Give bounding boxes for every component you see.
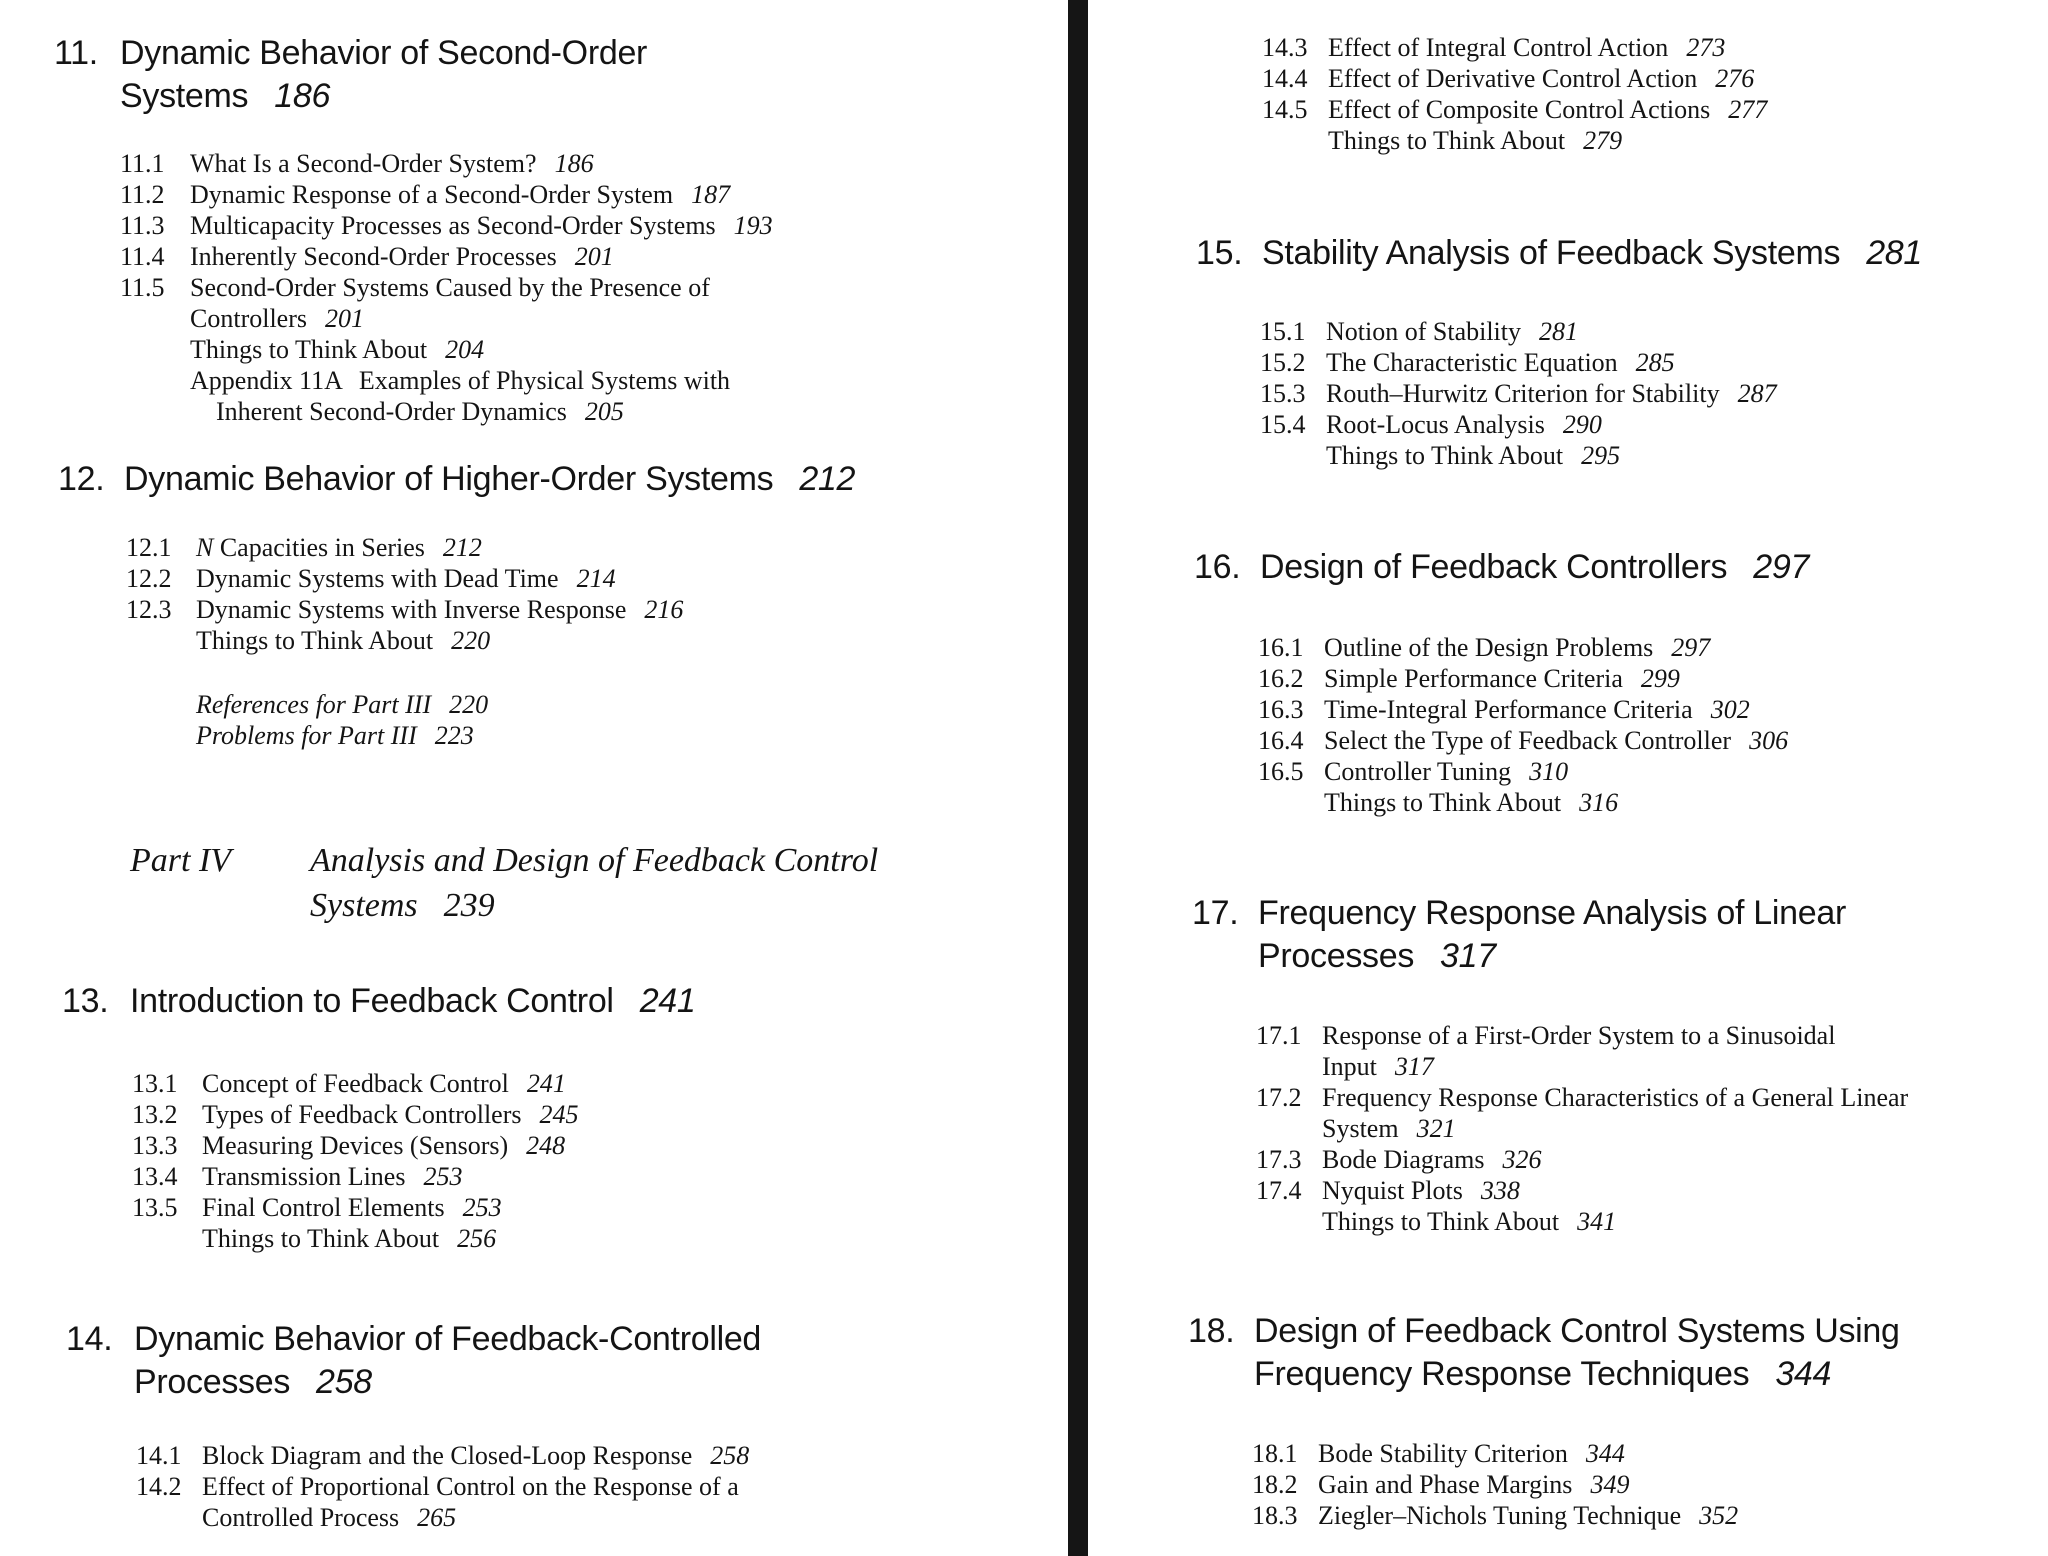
section-title: Select the Type of Feedback Controller — [1324, 726, 1732, 755]
section-number: 11.5 — [120, 273, 165, 302]
section-title: Simple Performance Criteria — [1324, 664, 1623, 693]
chapter-title: Dynamic Behavior of Feedback-Controlled — [134, 1320, 762, 1358]
section-number: 16.3 — [1258, 695, 1304, 724]
section-number: 11.3 — [120, 211, 165, 240]
section-page: 201 — [325, 304, 364, 333]
entry-title: Problems for Part III — [196, 721, 417, 750]
section-title: Bode Diagrams — [1322, 1145, 1485, 1174]
section-number: 15.4 — [1260, 410, 1306, 439]
section-page: 253 — [462, 1193, 502, 1222]
entry-title: Things to Think About — [190, 335, 428, 364]
section-page: 276 — [1715, 64, 1755, 93]
section-title: Types of Feedback Controllers — [202, 1100, 522, 1129]
section-title: Outline of the Design Problems — [1324, 633, 1654, 662]
section-page: 248 — [526, 1131, 566, 1160]
section-page: 302 — [1710, 695, 1750, 724]
entry-page: 220 — [451, 626, 491, 655]
section-title: Effect of Integral Control Action — [1328, 33, 1669, 62]
part-page: 239 — [443, 887, 495, 924]
chapter-page: 297 — [1753, 548, 1810, 586]
chapter-number: 15. — [1196, 234, 1243, 272]
section-number: 12.1 — [126, 533, 172, 562]
section-page: 265 — [417, 1503, 457, 1532]
section-title: Response of a First-Order System to a Sinusoidal — [1322, 1021, 1836, 1050]
chapter-title-cont: Processes — [134, 1363, 291, 1401]
section-title: Transmission Lines — [202, 1162, 406, 1191]
appendix-label: Appendix 11A — [190, 366, 343, 395]
chapter-page: 281 — [1866, 234, 1923, 272]
toc-entry-things-to-think-about — [190, 334, 484, 365]
section-page: 317 — [1394, 1052, 1434, 1081]
section-number: 16.5 — [1258, 757, 1304, 786]
section-number: 11.4 — [120, 242, 165, 271]
chapter-title-cont: Frequency Response Techniques — [1254, 1355, 1750, 1393]
section-number: 17.3 — [1256, 1145, 1302, 1174]
toc-entry-problems — [196, 720, 474, 751]
section-title-cont: System — [1322, 1114, 1399, 1143]
section-title: Nyquist Plots — [1322, 1176, 1463, 1205]
section-page: 277 — [1728, 95, 1768, 124]
section-number: 13.1 — [132, 1069, 178, 1098]
section-title-italic: N — [196, 533, 214, 562]
section-number: 18.2 — [1252, 1470, 1298, 1499]
section-number: 17.2 — [1256, 1083, 1302, 1112]
section-title: Second-Order Systems Caused by the Presence of — [190, 273, 710, 302]
entry-page: 256 — [457, 1224, 497, 1253]
section-page: 297 — [1671, 633, 1711, 662]
section-number: 11.2 — [120, 180, 165, 209]
entry-title: References for Part III — [196, 690, 432, 719]
section-page: 186 — [554, 149, 594, 178]
entry-page: 279 — [1583, 126, 1623, 155]
section-number: 13.4 — [132, 1162, 178, 1191]
section-title: Dynamic Systems with Dead Time — [196, 564, 559, 593]
chapter-page: 186 — [274, 77, 331, 115]
chapter-page: 212 — [799, 460, 856, 498]
section-page: 201 — [574, 242, 614, 271]
section-title: Final Control Elements — [202, 1193, 445, 1222]
section-number: 13.5 — [132, 1193, 178, 1222]
chapter-number: 11. — [54, 34, 98, 72]
entry-title: Things to Think About — [1324, 788, 1562, 817]
chapter-title-line2 — [120, 75, 330, 118]
section-number: 14.4 — [1262, 64, 1308, 93]
part-iv-heading — [130, 838, 879, 924]
toc-entry-appendix-cont — [216, 396, 624, 427]
right-page — [1088, 0, 2048, 1556]
entry-page: 223 — [434, 721, 474, 750]
section-page: 245 — [539, 1100, 579, 1129]
chapter-page: 258 — [316, 1363, 372, 1401]
section-page: 281 — [1539, 317, 1578, 346]
section-title: Effect of Composite Control Actions — [1328, 95, 1711, 124]
section-number: 17.4 — [1256, 1176, 1302, 1205]
entry-title: Things to Think About — [1322, 1207, 1560, 1236]
chapter-number: 12. — [58, 460, 105, 498]
section-title: Measuring Devices (Sensors) — [202, 1131, 509, 1160]
chapter-number: 13. — [62, 982, 109, 1020]
section-number: 12.2 — [126, 564, 172, 593]
appendix-title-cont: Inherent Second-Order Dynamics — [216, 397, 567, 426]
entry-title: Things to Think About — [196, 626, 434, 655]
section-page: 338 — [1480, 1176, 1520, 1205]
section-title: Inherently Second-Order Processes — [190, 242, 557, 271]
toc-entry-things-to-think-about — [1326, 440, 1620, 471]
section-title: Bode Stability Criterion — [1318, 1439, 1568, 1468]
section-title: Frequency Response Characteristics of a General Linear — [1322, 1083, 1909, 1112]
section-page: 306 — [1749, 726, 1789, 755]
section-title: Notion of Stability — [1326, 317, 1521, 346]
toc-entry-appendix — [190, 365, 730, 396]
section-page: 326 — [1502, 1145, 1542, 1174]
entry-title: Things to Think About — [1326, 441, 1564, 470]
chapter-title: Design of Feedback Controllers — [1260, 548, 1728, 586]
section-title: Routh–Hurwitz Criterion for Stability — [1326, 379, 1720, 408]
section-title: Effect of Derivative Control Action — [1328, 64, 1698, 93]
chapter-title-cont: Processes — [1258, 937, 1415, 975]
section-number: 14.1 — [136, 1441, 182, 1470]
section-title: Capacities in Series — [213, 533, 425, 562]
section-page: 299 — [1640, 664, 1680, 693]
appendix-title: Examples of Physical Systems with — [358, 366, 731, 395]
section-page: 285 — [1635, 348, 1675, 377]
section-page: 287 — [1737, 379, 1777, 408]
section-number: 15.2 — [1260, 348, 1306, 377]
section-page: 321 — [1416, 1114, 1456, 1143]
section-page: 258 — [710, 1441, 750, 1470]
part-title: Analysis and Design of Feedback Control — [310, 842, 879, 879]
section-title: Block Diagram and the Closed-Loop Response — [202, 1441, 693, 1470]
entry-page: 316 — [1579, 788, 1619, 817]
entry-page: 295 — [1581, 441, 1621, 470]
section-title: What Is a Second-Order System? — [190, 149, 537, 178]
toc-entry-things-to-think-about — [1324, 787, 1618, 818]
part-label: Part IV — [130, 842, 232, 879]
section-number: 15.3 — [1260, 379, 1306, 408]
appendix-page: 205 — [584, 397, 624, 426]
section-page: 212 — [442, 533, 482, 562]
section-page: 352 — [1699, 1501, 1739, 1530]
section-title: Controller Tuning — [1324, 757, 1512, 786]
section-title-cont: Controlled Process — [202, 1503, 400, 1532]
entry-title: Things to Think About — [1328, 126, 1566, 155]
chapter-number: 14. — [66, 1320, 113, 1358]
section-title: Dynamic Systems with Inverse Response — [196, 595, 627, 624]
section-page: 214 — [576, 564, 616, 593]
section-number: 18.3 — [1252, 1501, 1298, 1530]
entry-page: 204 — [445, 335, 485, 364]
section-title: Dynamic Response of a Second-Order System — [190, 180, 674, 209]
section-number: 13.3 — [132, 1131, 178, 1160]
chapter-title: Dynamic Behavior of Second-Order — [120, 34, 648, 72]
chapter-title: Introduction to Feedback Control — [130, 982, 614, 1020]
section-page: 310 — [1529, 757, 1569, 786]
chapter-page: 317 — [1440, 937, 1496, 975]
toc-entry-things-to-think-about — [1322, 1206, 1616, 1237]
book-gutter — [1068, 0, 1088, 1556]
toc-entry-things-to-think-about — [196, 625, 490, 656]
chapter-title-cont: Systems — [120, 77, 249, 115]
section-page: 349 — [1590, 1470, 1630, 1499]
section-page: 216 — [644, 595, 684, 624]
section-title: Ziegler–Nichols Tuning Technique — [1318, 1501, 1682, 1530]
section-title: Multicapacity Processes as Second-Order Systems — [190, 211, 716, 240]
section-number: 13.2 — [132, 1100, 178, 1129]
section-title: Gain and Phase Margins — [1318, 1470, 1573, 1499]
section-title: Concept of Feedback Control — [202, 1069, 509, 1098]
section-page: 344 — [1585, 1439, 1625, 1468]
chapter-number: 16. — [1194, 548, 1241, 586]
toc-entry-references — [196, 689, 488, 720]
section-page: 193 — [733, 211, 773, 240]
chapter-page: 344 — [1775, 1355, 1832, 1393]
part-title-cont: Systems — [310, 887, 418, 924]
section-title: Time-Integral Performance Criteria — [1324, 695, 1693, 724]
chapter-title: Stability Analysis of Feedback Systems — [1262, 234, 1841, 272]
section-title-cont: Controllers — [190, 304, 307, 333]
section-title-cont: Input — [1322, 1052, 1377, 1081]
section-page: 253 — [423, 1162, 463, 1191]
section-title: The Characteristic Equation — [1326, 348, 1618, 377]
section-number: 14.2 — [136, 1472, 182, 1501]
section-title: Effect of Proportional Control on the Response of a — [202, 1472, 739, 1501]
entry-page: 341 — [1577, 1207, 1617, 1236]
section-number: 12.3 — [126, 595, 172, 624]
section-page: 187 — [691, 180, 731, 209]
section-number: 16.2 — [1258, 664, 1304, 693]
section-number: 16.1 — [1258, 633, 1304, 662]
chapter-number: 17. — [1192, 894, 1239, 932]
chapter-title: Design of Feedback Control Systems Using — [1254, 1312, 1900, 1350]
section-number: 18.1 — [1252, 1439, 1298, 1468]
section-title: Root-Locus Analysis — [1326, 410, 1545, 439]
entry-title: Things to Think About — [202, 1224, 440, 1253]
section-number: 11.1 — [120, 149, 165, 178]
section-page: 273 — [1686, 33, 1726, 62]
chapter-title: Frequency Response Analysis of Linear — [1258, 894, 1847, 932]
chapter-title: Dynamic Behavior of Higher-Order Systems — [124, 460, 774, 498]
section-page: 241 — [526, 1069, 566, 1098]
chapter-number: 18. — [1188, 1312, 1235, 1350]
toc-entry-things-to-think-about — [1328, 125, 1622, 156]
section-number: 14.5 — [1262, 95, 1308, 124]
section-number: 14.3 — [1262, 33, 1308, 62]
entry-page: 220 — [449, 690, 489, 719]
chapter-page: 241 — [639, 982, 696, 1020]
section-number: 16.4 — [1258, 726, 1304, 755]
section-number: 17.1 — [1256, 1021, 1302, 1050]
toc-entry-things-to-think-about — [202, 1223, 496, 1254]
section-number: 15.1 — [1260, 317, 1306, 346]
section-page: 290 — [1562, 410, 1602, 439]
